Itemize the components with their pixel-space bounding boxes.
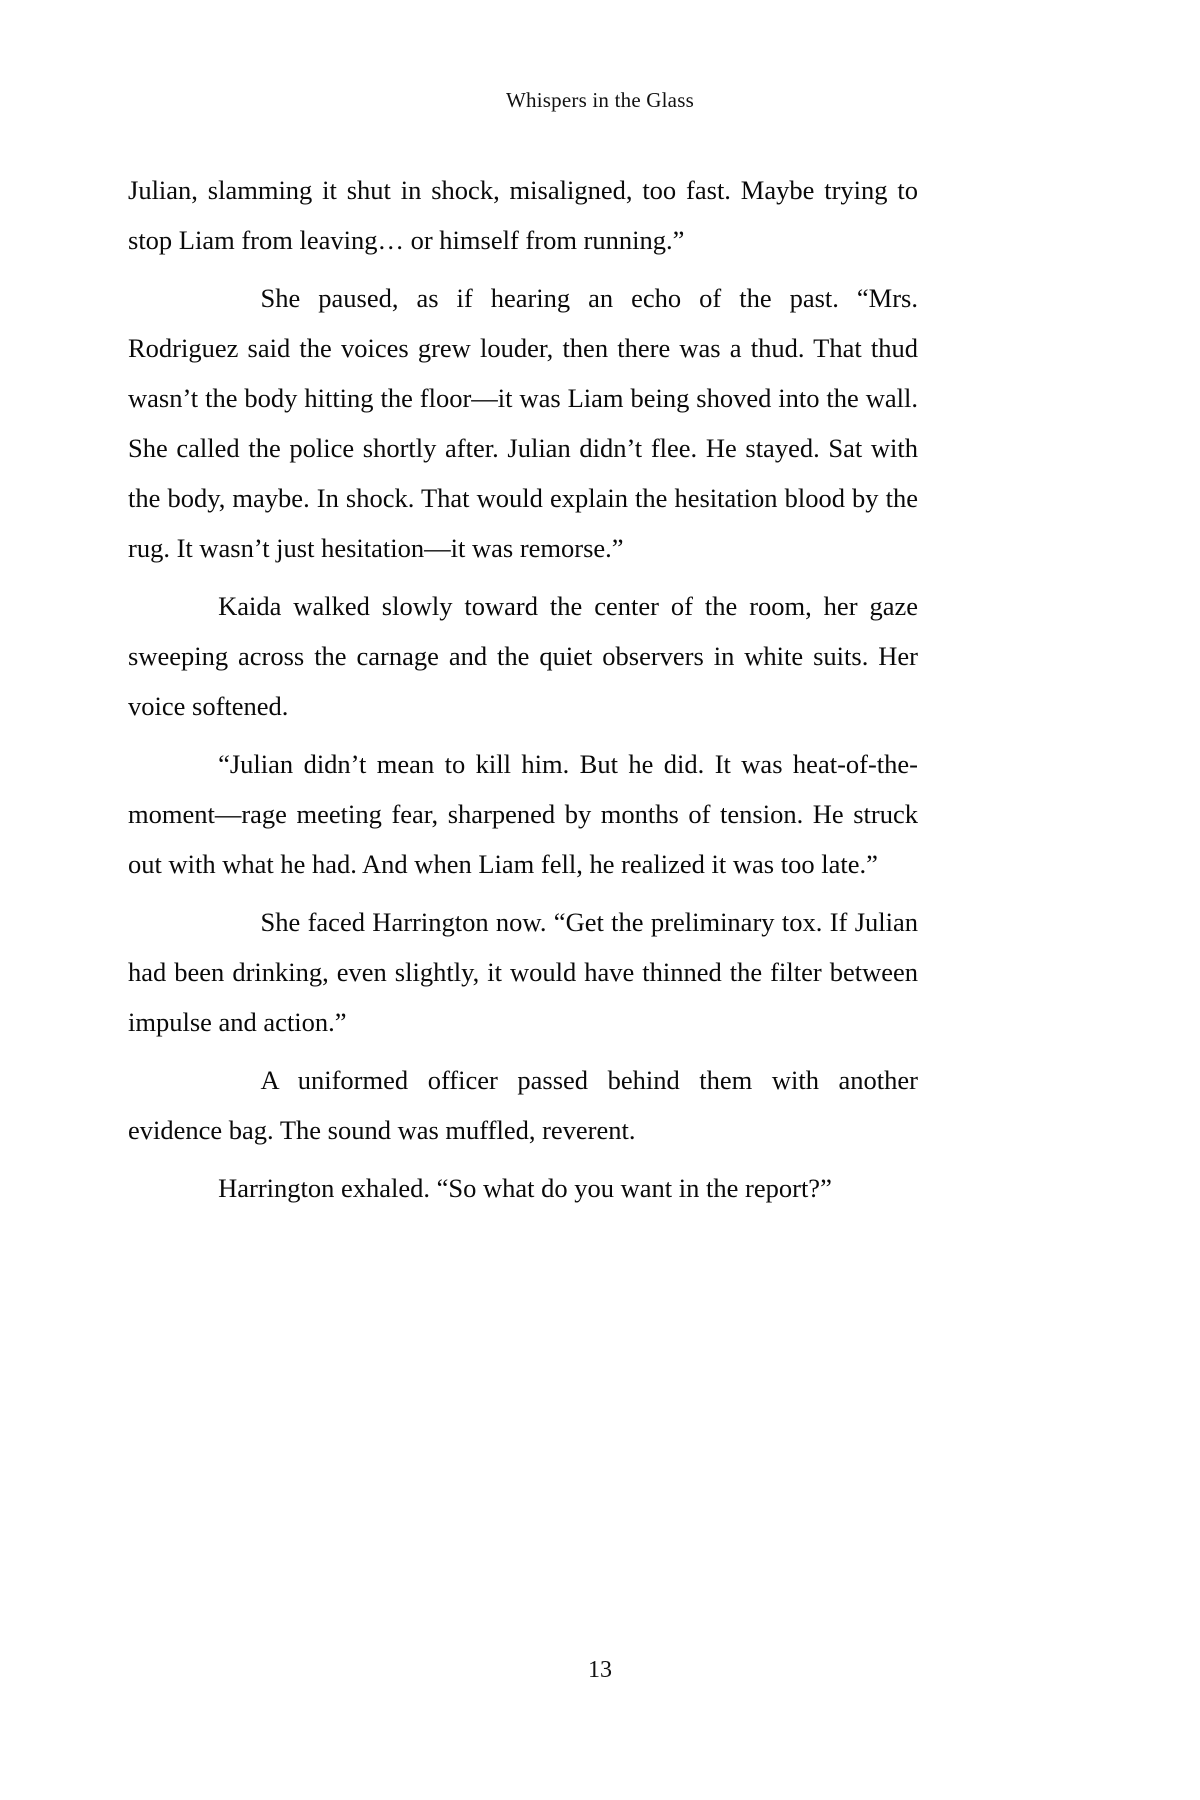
paragraph-5: She faced Harrington now. “Get the preliminary tox. If Julian had been drinking, even slightly, it would have thinned the filter between impulse and action.” — [128, 906, 918, 1037]
body-text-block — [128, 165, 918, 1221]
running-header: Whispers in the Glass — [506, 88, 694, 112]
paragraph-6: A uniformed officer passed behind them with another evidence bag. The sound was muffled, reverent. — [128, 1064, 918, 1145]
paragraph-4: “Julian didn’t mean to kill him. But he did. It was heat-of-the-moment—rage meeting fear, sharpened by months of tension. He struck out with what he had. And when Liam fell, he realized it was too late.” — [128, 748, 918, 879]
paragraph-1: Julian, slamming it shut in shock, misaligned, too fast. Maybe trying to stop Liam from leaving… or himself from running.” — [128, 175, 918, 255]
paragraph-3: Kaida walked slowly toward the center of the room, her gaze sweeping across the carnage and the quiet observers in white suits. Her voice softened. — [128, 590, 918, 721]
paragraph-2: She paused, as if hearing an echo of the past. “Mrs. Rodriguez said the voices grew louder, then there was a thud. That thud wasn’t the body hitting the floor—it was Liam being shoved into the wall. She called the police shortly after. Julian didn’t flee. He stayed. Sat with the body, maybe. In shock. That would explain the hesitation blood by the rug. It wasn’t just hesitation—it was remorse.” — [128, 282, 918, 563]
page-number: 13 — [588, 1657, 612, 1683]
paragraph-7: Harrington exhaled. “So what do you want in the report?” — [218, 1172, 832, 1203]
